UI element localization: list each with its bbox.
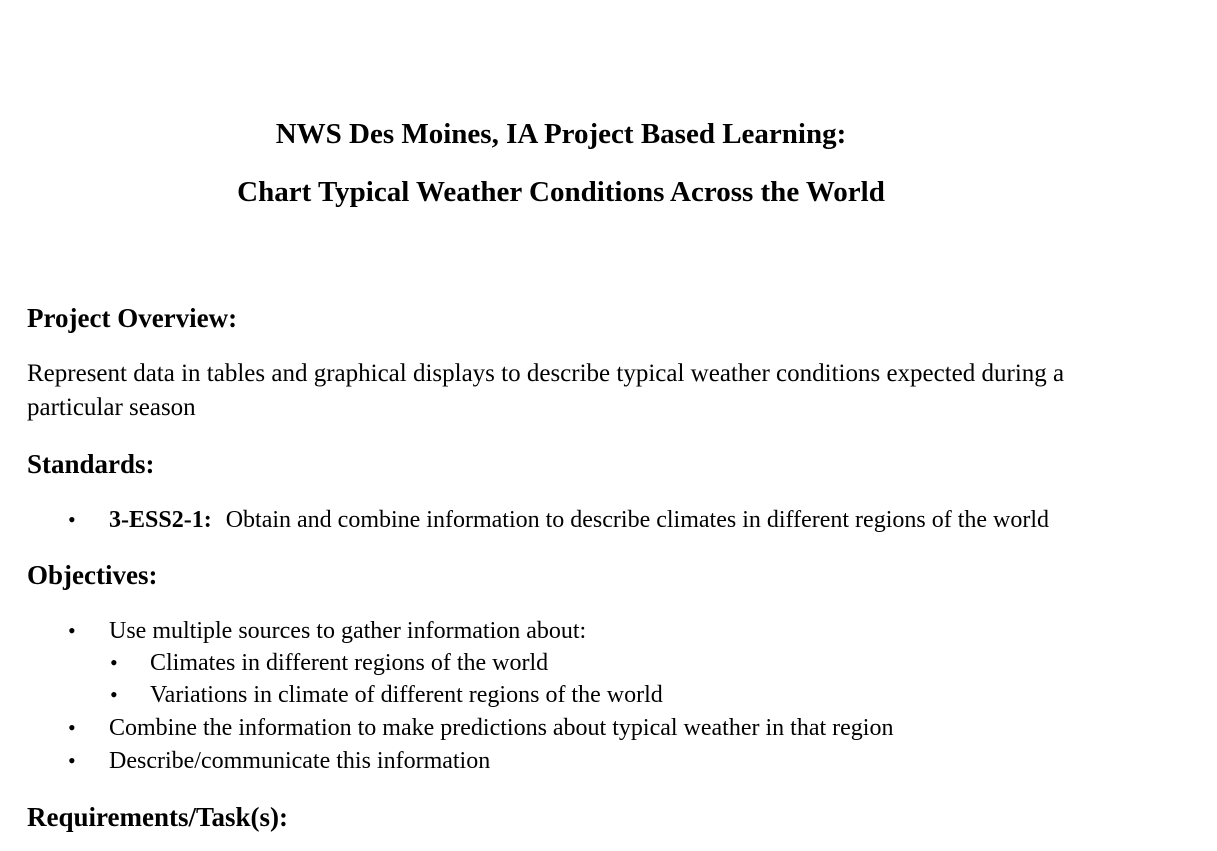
standard-code: 3-ESS2-1:: [109, 507, 212, 533]
project-overview-text: Represent data in tables and graphical displays to describe typical weather conditions expected during a particular season: [27, 360, 1065, 421]
bullet-icon: •: [68, 748, 76, 773]
objective-subitem-text: Climates in different regions of the world: [150, 650, 549, 676]
project-overview-heading: Project Overview:: [27, 303, 238, 333]
objective-text: Describe/communicate this information: [109, 748, 491, 774]
standard-description: Obtain and combine information to describe climates in different regions of the world: [225, 507, 1050, 533]
bullet-icon: •: [68, 618, 76, 643]
standard-item-content: [109, 504, 1049, 536]
document-title-line-1: NWS Des Moines, IA Project Based Learning:: [275, 118, 847, 150]
bullet-icon: •: [110, 650, 118, 675]
bullet-icon: •: [68, 507, 76, 532]
standards-heading: Standards:: [27, 449, 155, 479]
objective-text: Combine the information to make predictions about typical weather in that region: [109, 715, 894, 741]
bullet-icon: •: [68, 715, 76, 740]
objective-subitem-text: Variations in climate of different regions of the world: [150, 682, 663, 708]
objectives-heading: Objectives:: [27, 560, 158, 590]
requirements-heading: Requirements/Task(s):: [27, 802, 289, 832]
document-title-line-2: Chart Typical Weather Conditions Across the World: [237, 176, 885, 208]
objective-text: Use multiple sources to gather information about:: [109, 618, 587, 644]
bullet-icon: •: [110, 682, 118, 707]
